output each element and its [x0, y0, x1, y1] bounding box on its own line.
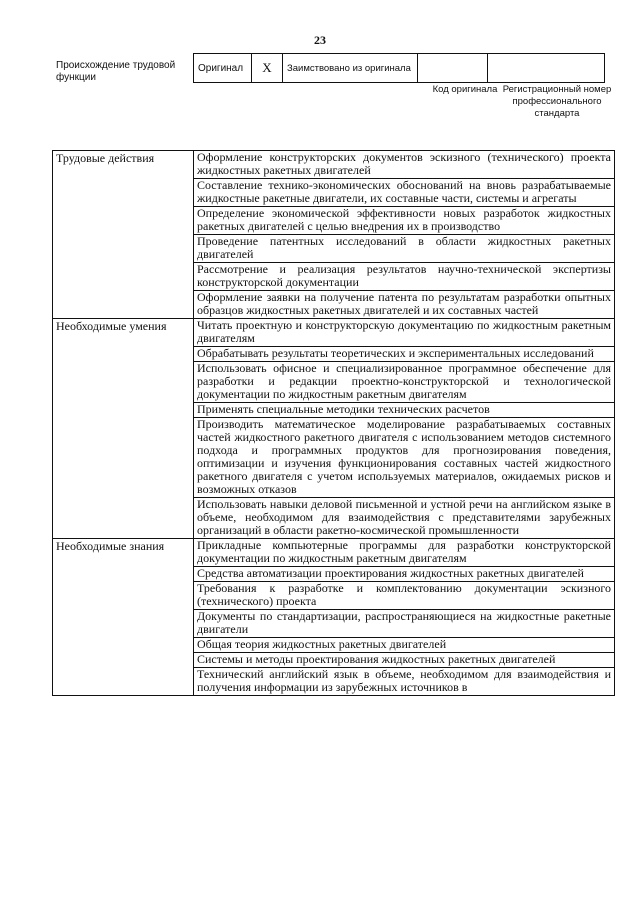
- origin-label: Происхождение трудовой функции: [56, 60, 176, 83]
- labor-actions-item: Определение экономической эффективности новых разработок жидкостных ракетных двигателей с целью внедрения их в производство: [194, 207, 615, 235]
- labor-actions-item: Оформление конструкторских документов эскизного (технического) проекта жидкостных ракетных двигателей: [194, 151, 615, 179]
- labor-actions-item: Рассмотрение и реализация результатов научно-технической экспертизы конструкторской документации: [194, 263, 615, 291]
- required-skills-item: Читать проектную и конструкторскую документацию по жидкостным ракетным двигателям: [194, 319, 615, 347]
- table-row: [53, 319, 615, 347]
- page-number: 23: [314, 33, 326, 47]
- required-knowledge-label: Необходимые знания: [53, 539, 194, 696]
- required-knowledge-item: Технический английский язык в объеме, необходимом для взаимодействия и получения информации из зарубежных источников в: [194, 668, 615, 696]
- borrowed-label: Заимствовано из оригинала: [283, 54, 418, 83]
- required-knowledge-item: Системы и методы проектирования жидкостных ракетных двигателей: [194, 653, 615, 668]
- required-skills-item: Обрабатывать результаты теоретических и экспериментальных исследований: [194, 347, 615, 362]
- labor-function-table: [52, 150, 615, 696]
- registration-number-cell: [488, 54, 605, 83]
- origin-table: [193, 53, 605, 83]
- required-skills-label: Необходимые умения: [53, 319, 194, 539]
- labor-actions-item: Составление технико-экономических обоснований на вновь разрабатываемые жидкостные ракетные двигатели, их составные части, системы и агрегаты: [194, 179, 615, 207]
- required-knowledge-item: Требования к разработке и комплектованию документации эскизного (технического) проекта: [194, 582, 615, 610]
- labor-actions-label: Трудовые действия: [53, 151, 194, 319]
- required-skills-item: Применять специальные методики технических расчетов: [194, 403, 615, 418]
- required-skills-item: Использовать офисное и специализированное программное обеспечение для разработки и редакции проектно-конструкторской и технологической документации по жидкостным ракетным двигателям: [194, 362, 615, 403]
- required-skills-item: Производить математическое моделирование разрабатываемых составных частей жидкостного ракетного двигателя с использованием методов системного подхода и программных продуктов для прогнозирования поведения, оптимизации и изучения функционирования составных частей жидкостного ракетного двигателя с учетом используемых материалов, ожидаемых рисков и возможных отказов: [194, 418, 615, 498]
- required-knowledge-item: Прикладные компьютерные программы для разработки конструкторской документации по жидкостным ракетным двигателям: [194, 539, 615, 567]
- original-code-cell: [418, 54, 488, 83]
- required-knowledge-item: Общая теория жидкостных ракетных двигателей: [194, 638, 615, 653]
- labor-function-body: [53, 151, 615, 696]
- original-label: Оригинал: [194, 54, 252, 83]
- original-mark: X: [252, 54, 283, 83]
- registration-number-caption: Регистрационный номер профессионального стандарта: [502, 84, 612, 119]
- table-row: [53, 151, 615, 179]
- original-code-caption: Код оригинала: [432, 84, 498, 95]
- required-knowledge-item: Средства автоматизации проектирования жидкостных ракетных двигателей: [194, 567, 615, 582]
- required-knowledge-item: Документы по стандартизации, распространяющиеся на жидкостные ракетные двигатели: [194, 610, 615, 638]
- labor-actions-item: Оформление заявки на получение патента по результатам разработки опытных образцов жидкостных ракетных двигателей и их составных частей: [194, 291, 615, 319]
- table-row: [53, 539, 615, 567]
- required-skills-item: Использовать навыки деловой письменной и устной речи на английском языке в объеме, необходимом для взаимодействия с представителями зарубежных организаций в области ракетно-космической промышленности: [194, 498, 615, 539]
- labor-actions-item: Проведение патентных исследований в области жидкостных ракетных двигателей: [194, 235, 615, 263]
